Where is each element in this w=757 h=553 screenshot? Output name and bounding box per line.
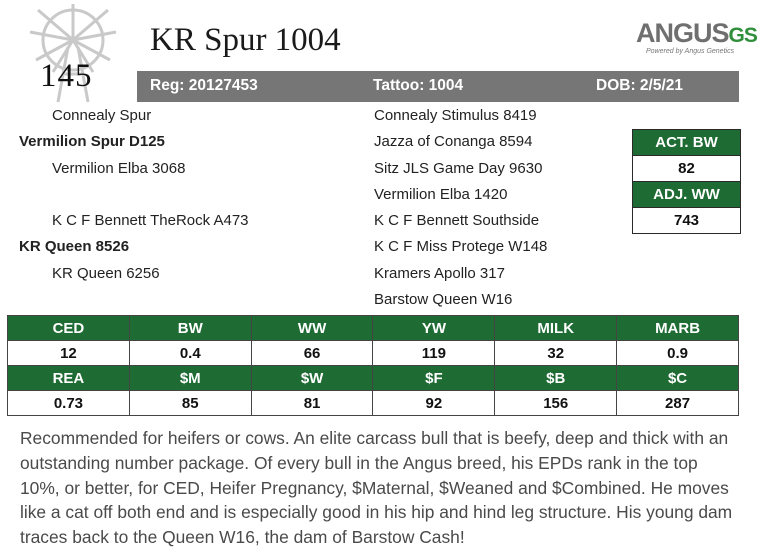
- epd-header-row: [8, 316, 739, 341]
- animal-name: KR Spur 1004: [150, 22, 341, 58]
- info-bar: [137, 71, 739, 102]
- description-paragraph: Recommended for heifers or cows. An elite carcass bull that is beefy, deep and thick with an outstanding number package. Of every bull in the Angus breed, his EPDs rank in the top 10%, or better, for CED, Heifer Pregnancy, $Maternal, $Weaned and $Combined. He moves like a cat off both end and is especially good in his hip and hind leg structure. His young dam traces back to the Queen W16, the dam of Barstow Cash!: [20, 428, 733, 548]
- date-of-birth: DOB: 2/5/21: [596, 77, 684, 94]
- adj-ww-label: ADJ. WW: [633, 182, 740, 207]
- actual-weights-box: [632, 129, 741, 234]
- index-header-cell: $F: [373, 366, 495, 391]
- ggp-item: Barstow Queen W16: [374, 291, 513, 308]
- index-value-cell: 156: [495, 391, 617, 416]
- index-value-row: [8, 391, 739, 416]
- epd-header-cell: MARB: [617, 316, 739, 341]
- adj-ww-value: 743: [633, 207, 740, 233]
- dam-sire: K C F Bennett TheRock A473: [52, 212, 249, 229]
- epd-header-cell: BW: [129, 316, 251, 341]
- lot-number: 145: [40, 58, 93, 94]
- epd-table: [7, 315, 739, 416]
- epd-value-cell: 119: [373, 341, 495, 366]
- ggp-item: K C F Miss Protege W148: [374, 238, 548, 255]
- act-bw-value: 82: [633, 155, 740, 182]
- epd-value-row: [8, 341, 739, 366]
- logo-main: ANGUS: [636, 18, 729, 48]
- tattoo: Tattoo: 1004: [373, 77, 464, 94]
- epd-header-cell: YW: [373, 316, 495, 341]
- sire-dam: Vermilion Elba 3068: [52, 160, 186, 177]
- index-value-cell: 92: [373, 391, 495, 416]
- act-bw-label: ACT. BW: [633, 130, 740, 155]
- ggp-item: Jazza of Conanga 8594: [374, 133, 533, 150]
- index-value-cell: 85: [129, 391, 251, 416]
- index-header-cell: $M: [129, 366, 251, 391]
- logo-tagline: Powered by Angus Genetics: [646, 48, 735, 55]
- epd-value-cell: 0.4: [129, 341, 251, 366]
- sire-sire: Connealy Spur: [52, 107, 152, 124]
- ggp-item: Kramers Apollo 317: [374, 265, 505, 282]
- epd-header-cell: CED: [8, 316, 130, 341]
- ggp-item: Sitz JLS Game Day 9630: [374, 160, 543, 177]
- angus-gs-logo: [636, 18, 757, 62]
- index-value-cell: 81: [251, 391, 373, 416]
- epd-value-cell: 12: [8, 341, 130, 366]
- index-value-cell: 287: [617, 391, 739, 416]
- ggp-item: K C F Bennett Southside: [374, 212, 540, 229]
- epd-value-cell: 66: [251, 341, 373, 366]
- index-header-cell: $C: [617, 366, 739, 391]
- index-header-cell: $B: [495, 366, 617, 391]
- epd-value-cell: 0.9: [617, 341, 739, 366]
- index-value-cell: 0.73: [8, 391, 130, 416]
- epd-header-cell: WW: [251, 316, 373, 341]
- registration-number: Reg: 20127453: [150, 77, 258, 94]
- ggp-item: Connealy Stimulus 8419: [374, 107, 537, 124]
- dam: KR Queen 8526: [19, 238, 130, 255]
- index-header-cell: $W: [251, 366, 373, 391]
- index-header-cell: REA: [8, 366, 130, 391]
- epd-header-cell: MILK: [495, 316, 617, 341]
- dam-dam: KR Queen 6256: [52, 265, 160, 282]
- sire: Vermilion Spur D125: [19, 133, 165, 150]
- ggp-item: Vermilion Elba 1420: [374, 186, 508, 203]
- index-header-row: [8, 366, 739, 391]
- logo-suffix: GS: [728, 24, 757, 47]
- epd-value-cell: 32: [495, 341, 617, 366]
